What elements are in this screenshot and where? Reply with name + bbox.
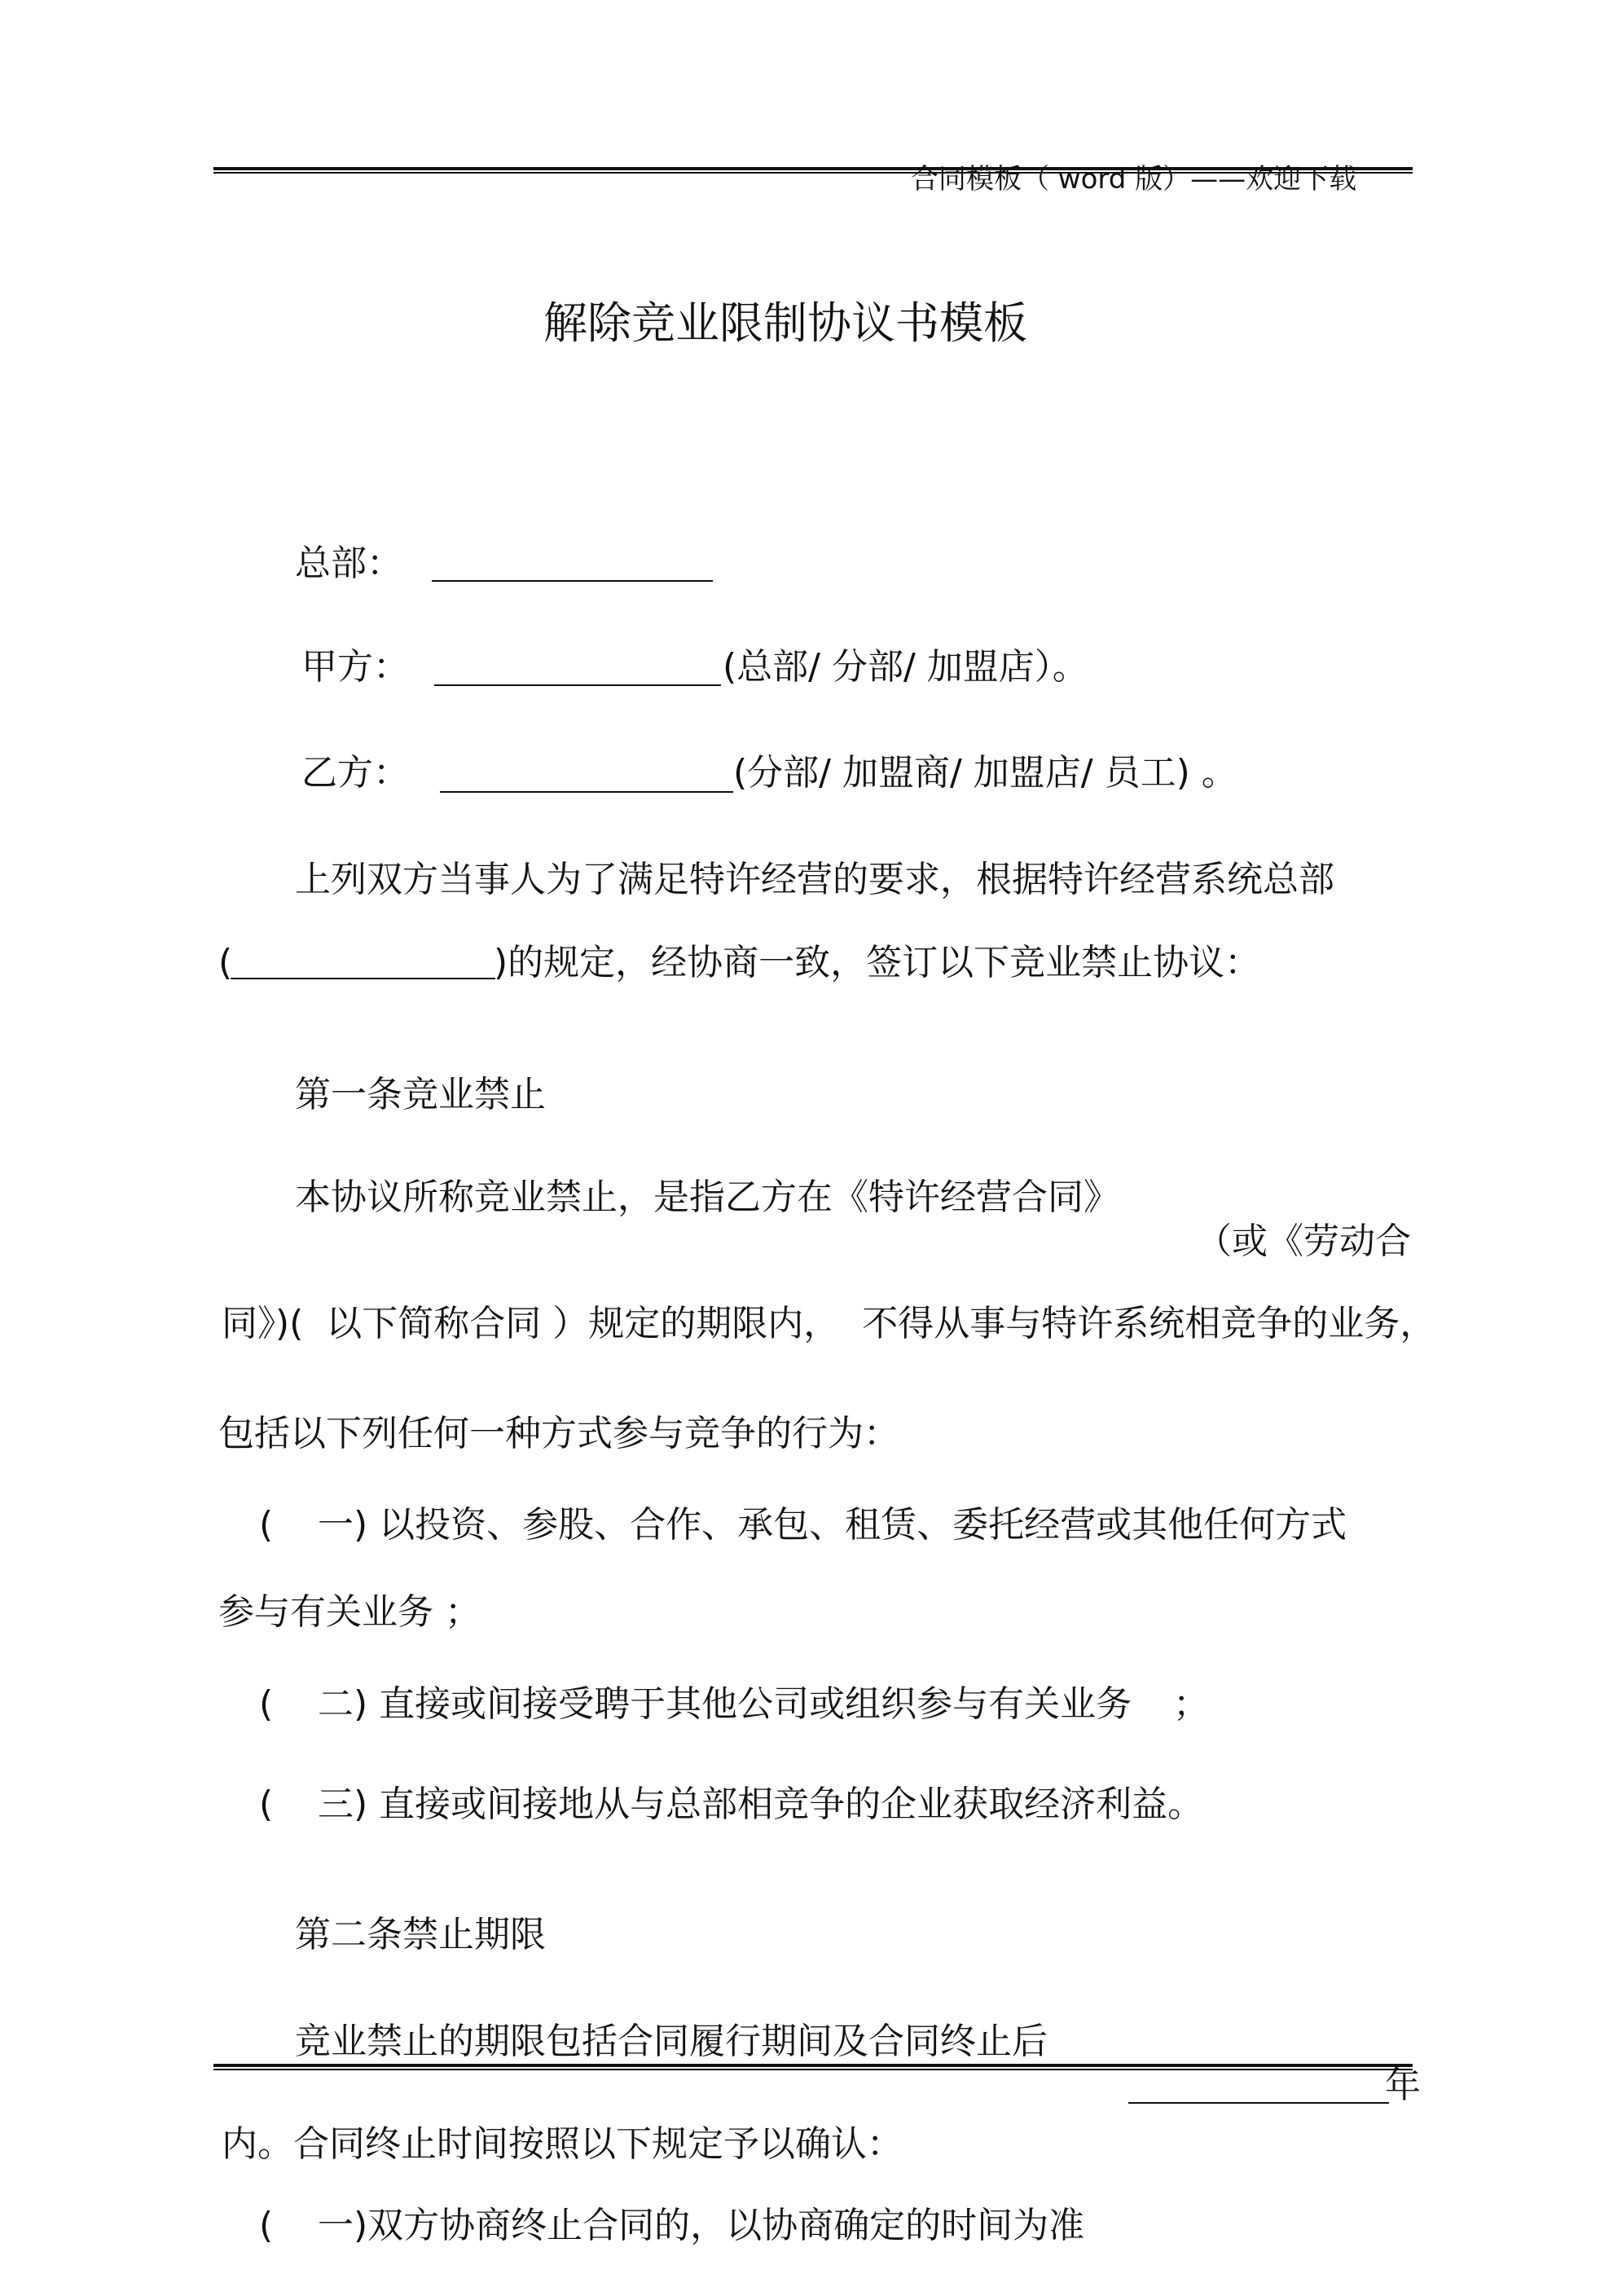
footer-rule	[213, 2064, 1413, 2070]
intro-open-paren: (	[218, 942, 233, 983]
article-2-item-1-paren: (	[259, 2205, 274, 2246]
item-2-paren: (	[259, 1683, 274, 1725]
hq-label: 总部：	[295, 543, 402, 584]
party-b-blank	[440, 791, 733, 793]
party-a-blank	[434, 684, 721, 686]
party-a-label: 甲方：	[301, 646, 409, 688]
article-1-heading: 第一条竞业禁止	[295, 1074, 546, 1115]
years-blank	[1128, 2102, 1389, 2104]
intro-line-1: 上列双方当事人为了满足特许经营的要求，根据特许经营系统总部	[295, 859, 1334, 900]
year-unit: 年	[1385, 2065, 1421, 2106]
item-3-paren: (	[259, 1784, 274, 1825]
article-2-line-1: 竞业禁止的期限包括合同履行期间及合同终止后	[295, 2021, 1048, 2062]
article-2-heading: 第二条禁止期限	[295, 1914, 546, 1955]
header-text: 合同模板（ word 版）——欢迎下载	[911, 163, 1357, 196]
item-3-text: 三) 直接或间接地从与总部相竞争的企业获取经济利益。	[318, 1784, 1204, 1825]
article-2-line-2: 内。合同终止时间按照以下规定予以确认：	[222, 2123, 903, 2165]
article-2-item-1-text: 一)双方协商终止合同的，以协商确定的时间为准	[318, 2205, 1085, 2246]
party-a-note: (总部/ 分部/ 加盟店）。	[723, 646, 1088, 688]
item-1-paren: (	[259, 1504, 274, 1546]
hq-blank	[432, 580, 713, 582]
hq-name-blank	[231, 978, 495, 979]
item-2-text: 二) 直接或间接受聘于其他公司或组织参与有关业务	[318, 1683, 1132, 1725]
party-b-label: 乙方：	[301, 752, 409, 794]
item-1-continued: 参与有关业务 ；	[218, 1591, 481, 1633]
article-1-line-1-right: （或《劳动合	[1196, 1221, 1411, 1262]
article-1-line-1: 本协议所称竞业禁止，是指乙方在《特许经营合同》	[295, 1177, 1119, 1218]
item-2-end: ；	[1173, 1683, 1209, 1725]
article-1-line-2: 同》)( 以下简称合同 ）规定的期限内， 不得从事与特许系统相竞争的业务，	[222, 1303, 1436, 1344]
intro-line-2: )的规定，经协商一致，签订以下竞业禁止协议：	[494, 942, 1261, 983]
item-1-text: 一) 以投资、参股、合作、承包、租赁、委托经营或其他任何方式	[318, 1504, 1347, 1546]
party-b-note: (分部/ 加盟商/ 加盟店/ 员工) 。	[733, 752, 1237, 794]
article-1-line-3: 包括以下列任何一种方式参与竞争的行为：	[218, 1413, 899, 1454]
document-title: 解除竞业限制协议书模板	[543, 297, 1027, 349]
